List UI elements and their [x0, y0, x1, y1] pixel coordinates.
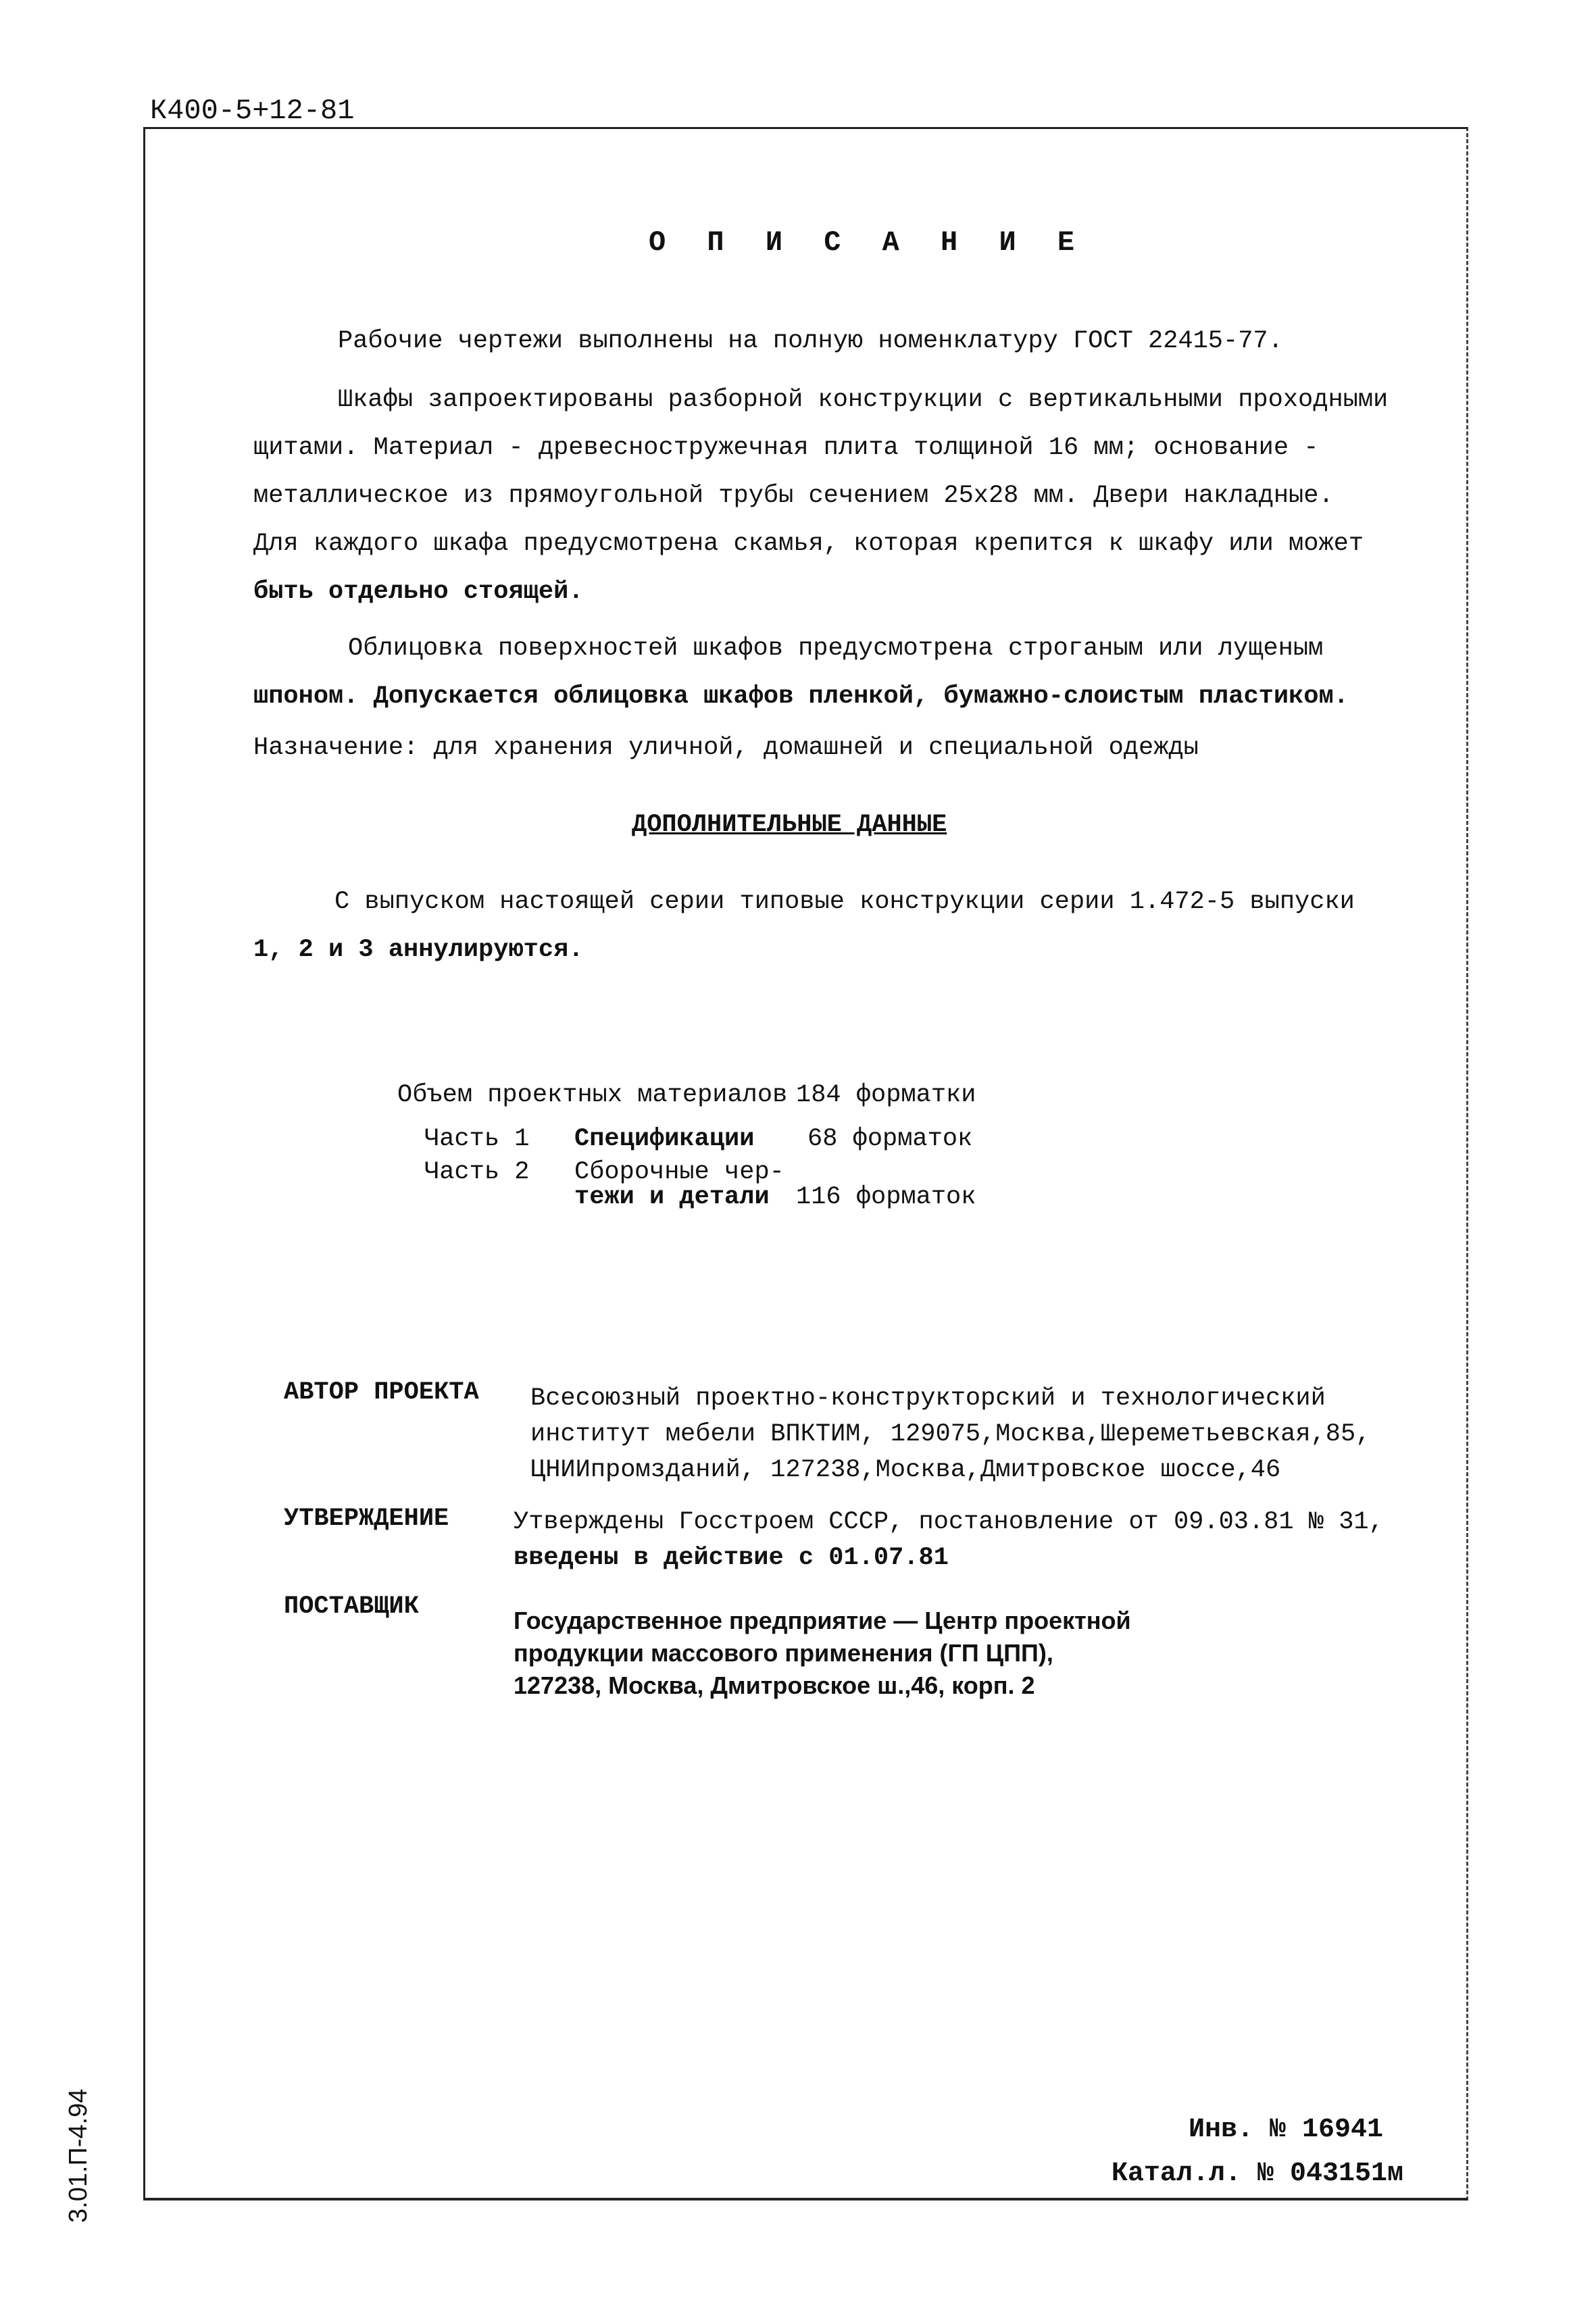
volume-total: 184 форматки — [796, 1081, 976, 1109]
side-code: 3.01.П-4.94 — [64, 2088, 93, 2223]
part-1-count: 68 форматок — [807, 1125, 973, 1153]
description-line: быть отдельно стоящей. — [253, 578, 584, 606]
description-line: Рабочие чертежи выполнены на полную номенклатуру ГОСТ 22415-77. — [338, 327, 1283, 355]
approval-line: введены в действие с 01.07.81 — [514, 1544, 949, 1572]
catalog-number: Катал.л. № 043151м — [1111, 2159, 1403, 2189]
description-line: шпоном. Допускается облицовка шкафов пленкой, бумажно-слоистым пластиком. — [253, 682, 1349, 711]
author-line: Всесоюзный проектно-конструкторский и технологический — [530, 1384, 1326, 1413]
supplier-line: Государственное предприятие — Центр проектной — [514, 1607, 1131, 1634]
author-line: институт мебели ВПКТИМ, 129075,Москва,Шереметьевская,85, — [530, 1420, 1371, 1449]
part-2-name: Сборочные чер- — [574, 1158, 784, 1186]
page-title: О П И С А Н И Е — [649, 226, 1087, 259]
approval-label: УТВЕРЖДЕНИЕ — [284, 1505, 449, 1533]
additional-data-heading: ДОПОЛНИТЕЛЬНЫЕ ДАННЫЕ — [632, 811, 947, 839]
part-1-name: Спецификации — [574, 1125, 755, 1153]
part-2-count: 116 форматок — [796, 1183, 976, 1211]
description-line: щитами. Материал - древесностружечная плита толщиной 16 мм; основание - — [253, 434, 1319, 462]
supplier-label: ПОСТАВЩИК — [284, 1592, 419, 1621]
purpose-line: Назначение: для хранения уличной, домашней и специальной одежды — [253, 734, 1199, 762]
supplier-line: 127238, Москва, Дмитровское ш.,46, корп. 2 — [514, 1671, 1035, 1699]
supplier-line: продукции массового применения (ГП ЦПП), — [514, 1639, 1053, 1667]
part-1-label: Часть 1 — [424, 1125, 530, 1153]
description-line: Для каждого шкафа предусмотрена скамья, которая крепится к шкафу или может — [253, 530, 1364, 558]
author-line: ЦНИИпромзданий, 127238,Москва,Дмитровское шоссе,46 — [530, 1456, 1281, 1484]
description-line: металлическое из прямоугольной трубы сечением 25x28 мм. Двери накладные. — [253, 482, 1334, 510]
part-2-label: Часть 2 — [424, 1158, 530, 1186]
description-line: Шкафы запроектированы разборной конструкции с вертикальными проходными — [338, 386, 1389, 414]
description-line: Облицовка поверхностей шкафов предусмотрена строганым или лущеным — [348, 634, 1324, 663]
part-2-name: тежи и детали — [574, 1183, 770, 1211]
volume-label: Объем проектных материалов — [397, 1081, 788, 1109]
document-code: К400-5+12-81 — [150, 95, 355, 127]
approval-line: Утверждены Госстроем СССР, постановление от 09.03.81 № 31, — [514, 1508, 1384, 1536]
additional-line: С выпуском настоящей серии типовые конструкции серии 1.472-5 выпуски — [334, 888, 1355, 916]
inventory-number: Инв. № 16941 — [1188, 2115, 1383, 2145]
additional-line: 1, 2 и 3 аннулируются. — [253, 936, 584, 964]
author-label: АВТОР ПРОЕКТА — [284, 1378, 479, 1407]
